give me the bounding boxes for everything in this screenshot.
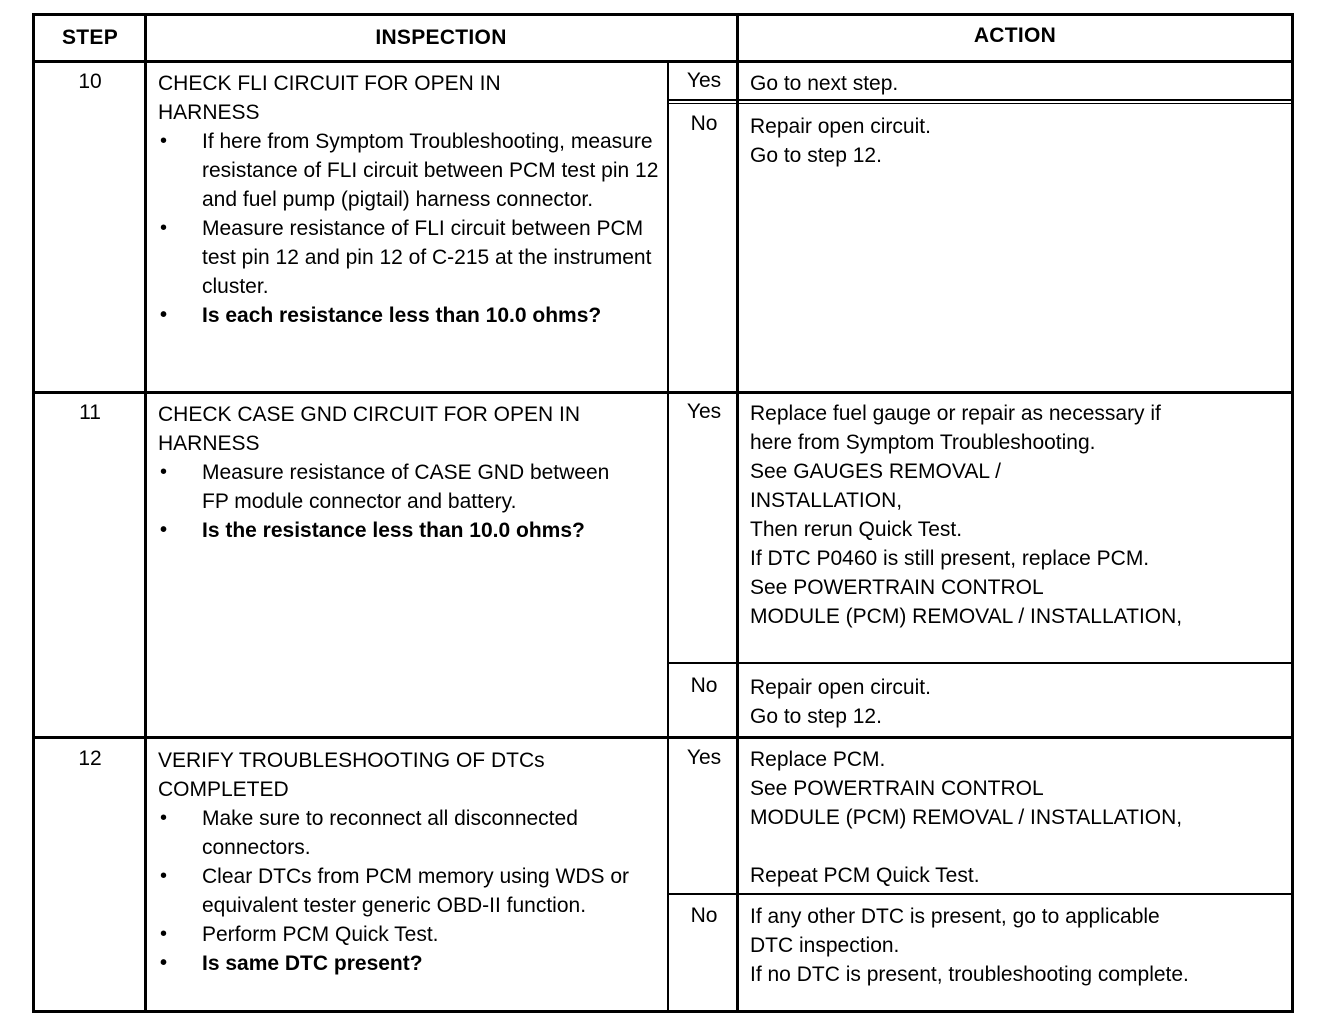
row-sep-11-12 bbox=[32, 736, 1294, 739]
inspection-bullets bbox=[158, 127, 663, 330]
border-left bbox=[32, 13, 35, 1013]
inspection-bullets bbox=[158, 804, 663, 978]
yes-label: Yes bbox=[686, 400, 722, 423]
border-right bbox=[1291, 13, 1294, 1013]
action-line: here from Symptom Troubleshooting. bbox=[750, 431, 1096, 454]
inspection-cell bbox=[158, 400, 663, 545]
yes-label: Yes bbox=[686, 69, 722, 92]
yes-action bbox=[750, 399, 1290, 631]
action-line: If no DTC is present, troubleshooting complete. bbox=[750, 963, 1189, 986]
inspection-bullets bbox=[158, 458, 663, 545]
action-line: See POWERTRAIN CONTROL bbox=[750, 576, 1044, 599]
action-line: MODULE (PCM) REMOVAL / INSTALLATION, bbox=[750, 605, 1183, 628]
inspection-bullet: • Measure resistance of FLI circuit between PCM test pin 12 and pin 12 of C-215 at the instrument cluster. bbox=[158, 214, 663, 301]
action-line: Then rerun Quick Test. bbox=[750, 518, 963, 541]
inspection-title: VERIFY TROUBLESHOOTING OF DTCs COMPLETED bbox=[158, 749, 545, 801]
inspection-question: • Is each resistance less than 10.0 ohms? bbox=[158, 301, 602, 330]
header-action: ACTION bbox=[973, 24, 1057, 47]
inspection-question: • Is same DTC present? bbox=[158, 949, 663, 978]
border-bottom bbox=[32, 1010, 1294, 1013]
step-number: 12 bbox=[78, 747, 102, 770]
col-sep-action bbox=[736, 13, 739, 1013]
no-action bbox=[750, 112, 1290, 170]
yes-action bbox=[750, 69, 1290, 98]
action-line: INSTALLATION, bbox=[750, 489, 903, 512]
yes-action bbox=[750, 745, 1290, 890]
row-sep-10-11 bbox=[32, 391, 1294, 394]
no-label: No bbox=[690, 904, 718, 927]
inspection-title: CHECK CASE GND CIRCUIT FOR OPEN IN HARNESS bbox=[158, 403, 580, 455]
no-label: No bbox=[690, 674, 718, 697]
action-line: Go to next step. bbox=[750, 72, 899, 95]
action-line: If any other DTC is present, go to applicable bbox=[750, 905, 1160, 928]
action-line: DTC inspection. bbox=[750, 934, 900, 957]
yesno-sep-11 bbox=[667, 662, 1294, 664]
header-inspection: INSPECTION bbox=[375, 26, 507, 49]
action-line: Go to step 12. bbox=[750, 705, 882, 728]
action-line: MODULE (PCM) REMOVAL / INSTALLATION, bbox=[750, 806, 1183, 829]
col-sep-step bbox=[144, 13, 147, 1013]
yes-label: Yes bbox=[686, 746, 722, 769]
no-label: No bbox=[690, 112, 718, 135]
inspection-cell bbox=[158, 69, 663, 330]
action-line: See POWERTRAIN CONTROL bbox=[750, 777, 1044, 800]
action-line: Replace PCM. bbox=[750, 748, 886, 771]
action-line bbox=[750, 832, 1290, 861]
inspection-question: • Is the resistance less than 10.0 ohms? bbox=[158, 516, 663, 545]
action-line: If DTC P0460 is still present, replace PCM. bbox=[750, 547, 1150, 570]
inspection-cell bbox=[158, 746, 663, 978]
step-number: 10 bbox=[78, 70, 102, 93]
yesno-sep-10b bbox=[667, 103, 1294, 104]
yesno-sep-12 bbox=[667, 893, 1294, 895]
action-line: See GAUGES REMOVAL / bbox=[750, 460, 1001, 483]
yesno-sep-10 bbox=[667, 99, 1294, 101]
inspection-bullet: • Perform PCM Quick Test. bbox=[158, 920, 663, 949]
no-action bbox=[750, 902, 1290, 989]
action-line: Replace fuel gauge or repair as necessary if bbox=[750, 402, 1161, 425]
action-line: Go to step 12. bbox=[750, 144, 882, 167]
action-line: Repair open circuit. bbox=[750, 676, 931, 699]
col-sep-yesno bbox=[667, 62, 669, 1012]
inspection-bullet: • If here from Symptom Troubleshooting, measure resistance of FLI circuit between PCM test pin 12 and fuel pump (pigtail) harness connector. bbox=[158, 127, 663, 214]
inspection-bullet: • Clear DTCs from PCM memory using WDS or equivalent tester generic OBD-II function. bbox=[158, 862, 662, 920]
inspection-bullet: • Measure resistance of CASE GND between FP module connector and battery. bbox=[158, 458, 612, 516]
header-step: STEP bbox=[61, 26, 119, 49]
action-line: Repair open circuit. bbox=[750, 115, 931, 138]
step-number: 11 bbox=[79, 401, 101, 424]
action-line: Repeat PCM Quick Test. bbox=[750, 864, 980, 887]
inspection-title: CHECK FLI CIRCUIT FOR OPEN IN HARNESS bbox=[158, 72, 501, 124]
no-action bbox=[750, 673, 1290, 731]
inspection-bullet: • Make sure to reconnect all disconnected connectors. bbox=[158, 804, 663, 862]
